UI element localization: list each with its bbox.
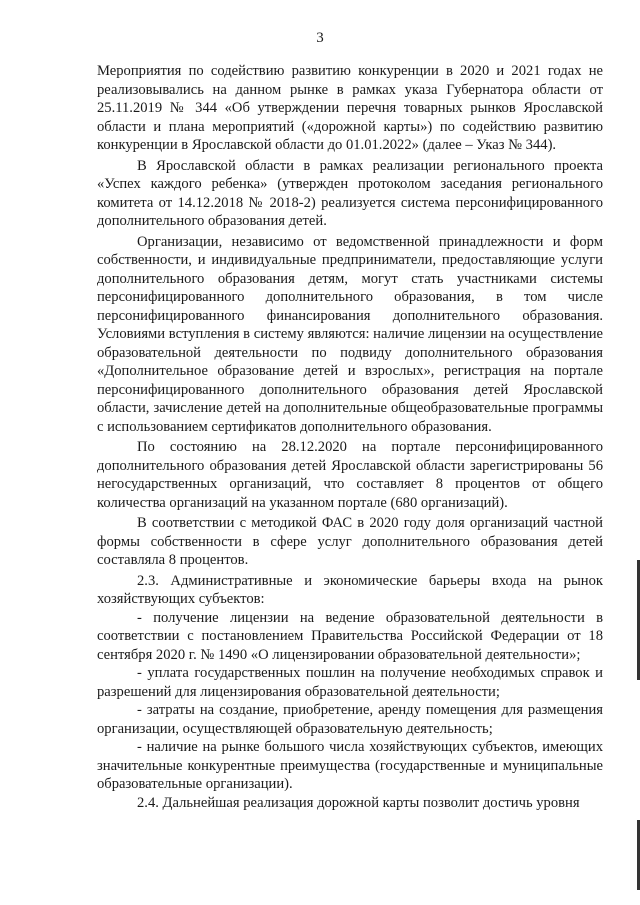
barrier-premises: - затраты на создание, приобретение, аренду помещения для размещения организации, осуществляющей образовательную деятельность; (97, 702, 603, 737)
paragraph-1: Мероприятия по содействию развитию конкуренции в 2020 и 2021 годах не реализовывались на данном рынке в рамках указа Губернатора области от 25.11.2019 № 344 «Об утверждении перечня товарных рынков Ярославской области и плана мероприятий («дорожной карты») по содействию развитию конкуренции в Ярославской области до 01.01.2022» (далее – Указ № 344). (97, 63, 603, 153)
barrier-licensing: - получение лицензии на ведение образовательной деятельности в соответствии с постановлением Правительства Российской Федерации от 18 сентября 2020 г. № 1490 «О лицензировании образовательной деятельности»; (97, 609, 603, 663)
section-2-3-heading: 2.3. Административные и экономические барьеры входа на рынок хозяйствующих субъектов: (97, 572, 603, 607)
barrier-competitors: - наличие на рынке большого числа хозяйствующих субъектов, имеющих значительные конкурентные преимущества (государственные и муниципальные образовательные организации). (97, 739, 603, 792)
section-2-4-start: 2.4. Дальнейшая реализация дорожной карты позволит достичь уровня (137, 794, 580, 811)
page-number: 3 (316, 30, 324, 46)
document-body (97, 62, 603, 812)
paragraph-3: Организации, независимо от ведомственной принадлежности и форм собственности, и индивидуальные предприниматели, предоставляющие услуги дополнительного образования детям, могут стать участниками системы персонифицированного дополнительного образования, в том числе персонифицированного финансирования дополнительного образования. Условиями вступления в систему являются: наличие лицензии на осуществление образовательной деятельности по подвиду дополнительного образования «Дополнительное образование детей и взрослых», регистрация на портале персонифицированного дополнительного образования детей Ярославской области, зачисление детей на дополнительные общеобразовательные программы с использованием сертификатов дополнительного образования. (97, 233, 603, 435)
barrier-fees: - уплата государственных пошлин на получение необходимых справок и разрешений для лицензирования образовательной деятельности; (97, 665, 603, 700)
paragraph-5: В соответствии с методикой ФАС в 2020 году доля организаций частной формы собственности в сфере услуг дополнительного образования детей составляла 8 процентов. (97, 515, 603, 568)
paragraph-2: В Ярославской области в рамках реализации регионального проекта «Успех каждого ребенка» (утвержден протоколом заседания регионального комитета от 14.12.2018 № 2018-2) реализуется система персонифицированного дополнительного образования детей. (97, 157, 603, 229)
paragraph-4: По состоянию на 28.12.2020 на портале персонифицированного дополнительного образования детей Ярославской области зарегистрированы 56 негосударственных организаций, что составляет 8 процентов от общего количества организаций на указанном портале (680 организаций). (97, 439, 603, 511)
